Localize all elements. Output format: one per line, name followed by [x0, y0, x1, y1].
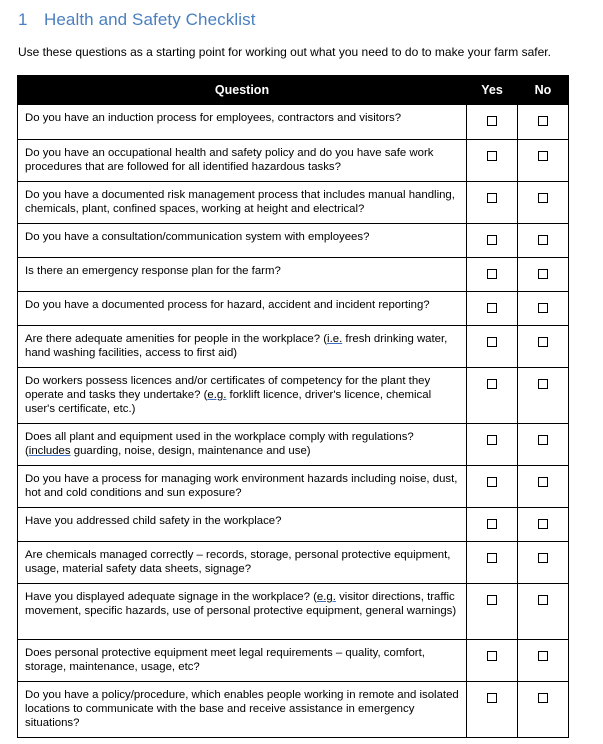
header-row: [18, 76, 569, 105]
yes-cell: [467, 140, 518, 182]
question-text: fresh drinking water, hand washing facilities, access to first aid): [25, 333, 448, 359]
no-checkbox[interactable]: [538, 235, 548, 245]
yes-checkbox[interactable]: [487, 235, 497, 245]
no-cell: [518, 466, 569, 508]
no-column-header: No: [518, 76, 569, 105]
no-checkbox[interactable]: [538, 651, 548, 661]
question-cell: [18, 640, 467, 682]
question-text: Do you have a process for managing work environment hazards including noise, dust, hot and cold conditions and sun exposure?: [25, 473, 458, 499]
table-row: [18, 140, 569, 182]
table-row: [18, 640, 569, 682]
abbreviation: i.e.: [327, 333, 343, 345]
question-text: guarding, noise, design, maintenance and use): [70, 445, 311, 457]
table-row: [18, 224, 569, 258]
question-text: Do you have a consultation/communication system with employees?: [25, 231, 370, 243]
question-cell: [18, 105, 467, 140]
yes-checkbox[interactable]: [487, 303, 497, 313]
section-heading: [18, 10, 256, 30]
no-checkbox[interactable]: [538, 303, 548, 313]
no-checkbox[interactable]: [538, 553, 548, 563]
no-checkbox[interactable]: [538, 116, 548, 126]
yes-checkbox[interactable]: [487, 693, 497, 703]
yes-checkbox[interactable]: [487, 116, 497, 126]
question-text: visitor directions, traffic movement, specific hazards, use of personal protective equipment, general warnings): [25, 591, 457, 617]
question-text: Is there an emergency response plan for the farm?: [25, 265, 281, 277]
yes-checkbox[interactable]: [487, 553, 497, 563]
no-cell: [518, 424, 569, 466]
yes-checkbox[interactable]: [487, 651, 497, 661]
question-text: Do you have a documented risk management process that includes manual handling, chemicals, plant, confined spaces, working at height and electrical?: [25, 189, 455, 215]
section-number: 1: [18, 10, 28, 29]
question-cell: [18, 140, 467, 182]
yes-checkbox[interactable]: [487, 151, 497, 161]
no-cell: [518, 224, 569, 258]
yes-checkbox[interactable]: [487, 595, 497, 605]
no-cell: [518, 542, 569, 584]
table-row: [18, 105, 569, 140]
no-cell: [518, 258, 569, 292]
no-cell: [518, 640, 569, 682]
no-checkbox[interactable]: [538, 477, 548, 487]
yes-cell: [467, 105, 518, 140]
no-checkbox[interactable]: [538, 595, 548, 605]
question-cell: [18, 508, 467, 542]
question-cell: [18, 424, 467, 466]
table-row: [18, 584, 569, 640]
yes-cell: [467, 326, 518, 368]
yes-cell: [467, 508, 518, 542]
question-text: Have you displayed adequate signage in the workplace? (: [25, 591, 317, 603]
question-cell: [18, 224, 467, 258]
abbreviation: includes: [28, 445, 71, 457]
yes-cell: [467, 292, 518, 326]
question-text: Do workers possess licences and/or certificates of competency for the plant they operate and tasks they undertake? (: [25, 375, 431, 401]
table-row: [18, 182, 569, 224]
yes-cell: [467, 542, 518, 584]
no-cell: [518, 140, 569, 182]
table-row: [18, 424, 569, 466]
no-checkbox[interactable]: [538, 435, 548, 445]
question-cell: [18, 292, 467, 326]
table-row: [18, 682, 569, 738]
question-text: Are there adequate amenities for people in the workplace? (: [25, 333, 328, 345]
no-cell: [518, 508, 569, 542]
table-row: [18, 466, 569, 508]
no-checkbox[interactable]: [538, 337, 548, 347]
question-text: Do you have an induction process for employees, contractors and visitors?: [25, 112, 402, 124]
question-cell: [18, 682, 467, 738]
yes-cell: [467, 258, 518, 292]
no-checkbox[interactable]: [538, 519, 548, 529]
no-cell: [518, 368, 569, 424]
question-text: Does all plant and equipment used in the workplace comply with regulations? (: [25, 431, 414, 457]
yes-checkbox[interactable]: [487, 337, 497, 347]
yes-cell: [467, 424, 518, 466]
abbreviation: e.g.: [207, 389, 227, 401]
yes-cell: [467, 682, 518, 738]
question-text: Do you have a documented process for hazard, accident and incident reporting?: [25, 299, 430, 311]
question-cell: [18, 542, 467, 584]
yes-cell: [467, 224, 518, 258]
question-cell: [18, 466, 467, 508]
question-cell: [18, 182, 467, 224]
question-text: Are chemicals managed correctly – records, storage, personal protective equipment, usage, material safety data sheets, signage?: [25, 549, 451, 575]
table-row: [18, 542, 569, 584]
question-text: forklift licence, driver's licence, chemical user's certificate, etc.): [25, 389, 432, 415]
question-column-header: Question: [18, 76, 467, 105]
question-text: Does personal protective equipment meet legal requirements – quality, comfort, storage, maintenance, usage, etc?: [25, 647, 425, 673]
yes-cell: [467, 584, 518, 640]
question-cell: [18, 258, 467, 292]
yes-checkbox[interactable]: [487, 269, 497, 279]
table-row: [18, 292, 569, 326]
no-checkbox[interactable]: [538, 693, 548, 703]
table-row: [18, 368, 569, 424]
no-checkbox[interactable]: [538, 269, 548, 279]
table-row: [18, 326, 569, 368]
no-checkbox[interactable]: [538, 379, 548, 389]
intro-text: Use these questions as a starting point for working out what you need to do to make your farm safer.: [18, 45, 551, 59]
question-cell: [18, 326, 467, 368]
abbreviation: e.g.: [316, 591, 336, 603]
yes-cell: [467, 466, 518, 508]
no-checkbox[interactable]: [538, 193, 548, 203]
yes-cell: [467, 640, 518, 682]
no-checkbox[interactable]: [538, 151, 548, 161]
yes-checkbox[interactable]: [487, 193, 497, 203]
question-cell: [18, 368, 467, 424]
no-cell: [518, 182, 569, 224]
yes-checkbox[interactable]: [487, 519, 497, 529]
no-cell: [518, 682, 569, 738]
table-row: [18, 258, 569, 292]
yes-checkbox[interactable]: [487, 435, 497, 445]
yes-checkbox[interactable]: [487, 379, 497, 389]
section-title: Health and Safety Checklist: [44, 10, 256, 29]
question-cell: [18, 584, 467, 640]
no-cell: [518, 105, 569, 140]
table-row: [18, 508, 569, 542]
checklist-table: [17, 75, 569, 738]
question-text: Do you have a policy/procedure, which enables people working in remote and isolated locations to communicate with the base and receive assistance in emergency situations?: [25, 689, 459, 729]
yes-checkbox[interactable]: [487, 477, 497, 487]
question-text: Have you addressed child safety in the workplace?: [25, 515, 282, 527]
yes-cell: [467, 182, 518, 224]
question-text: Do you have an occupational health and safety policy and do you have safe work procedures that are followed for all identified hazardous tasks?: [25, 147, 434, 173]
no-cell: [518, 584, 569, 640]
yes-column-header: Yes: [467, 76, 518, 105]
yes-cell: [467, 368, 518, 424]
no-cell: [518, 292, 569, 326]
no-cell: [518, 326, 569, 368]
